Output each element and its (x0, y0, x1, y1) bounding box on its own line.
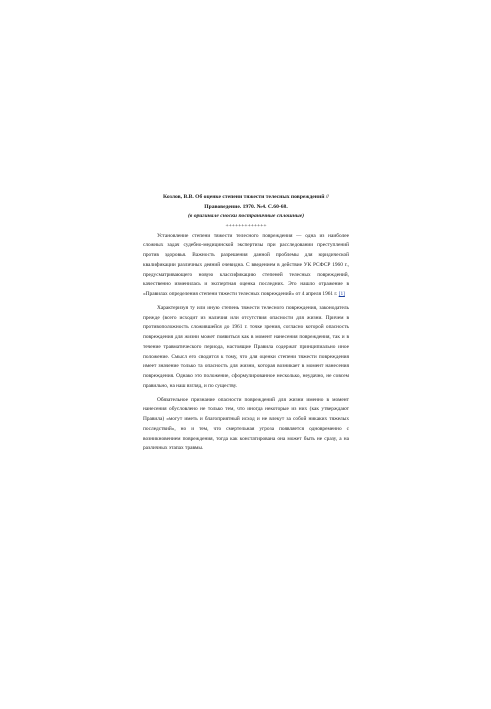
paragraph-2 (143, 304, 349, 392)
paragraph-1-text: Установление степени тяжести телесного повреждения — одна из наиболее сложных задач судебно-медицинской экспертизы при расследовании преступлений против здоровья. Важность разрешения данной проблемы для юридической квалификации различных деяний очевидна. С введением в действие УК РСФСР 1960 г., предусматривающего новую классификацию степеней телесных повреждений, качественно изменилась и экспертная оценка последних. Это нашло отражение в «Правилах определения степени тяжести телесных повреждений» от 4 апреля 1961 г. (143, 232, 349, 297)
title-line-2: Правоведение. 1970. №4. С.60-68. (204, 203, 288, 210)
paragraph-3-text: Обязательное признание опасности повреждений для жизни именно в момент нанесения обусловлено не только тем, что иногда некоторые из них (как утверждают Правила) «могут иметь и благоприятный исход и не влекут за собой никаких тяжелых последствий», но и тем, что смертельная угроза появляется одновременно с возникновением повреждения, тогда как констатирована она может быть не сразу, а на различных этапах травмы. (143, 396, 349, 452)
document-body (143, 193, 349, 458)
paragraph-2-text: Характеризуя ту или иную степень тяжести телесного повреждения, законодатель прежде (всего исходит из наличия или отсутствия опасности для жизни. Причем в противоположность сложившейся до 1961 г. точке зрения, согласно которой опасность повреждения для жизни может появиться как в момент нанесения повреждения, так и в течение травматического периода, настоящие Правила содержат принципиально иное положение. Смысл его сводится к тому, что для оценки степени тяжести повреждения имеет значение только та опасность для жизни, которая возникает в момент нанесения повреждения. Однако это положение, сформулированное несколько, неудачно, не совсем правильно, на наш взгляд, и по существу. (143, 304, 349, 389)
footnote-note: (в оригинале сноски постраничные сплошные) (187, 213, 305, 219)
separator-line: +++++++++++++ (225, 222, 267, 229)
footnote-link-1[interactable]: [1] (338, 291, 345, 297)
paragraph-3 (143, 396, 349, 455)
title-line-1: Козлов, В.В. Об оценке степени тяжести телесных повреждений // (163, 194, 329, 200)
document-title (143, 193, 349, 212)
paragraph-1 (143, 232, 349, 300)
